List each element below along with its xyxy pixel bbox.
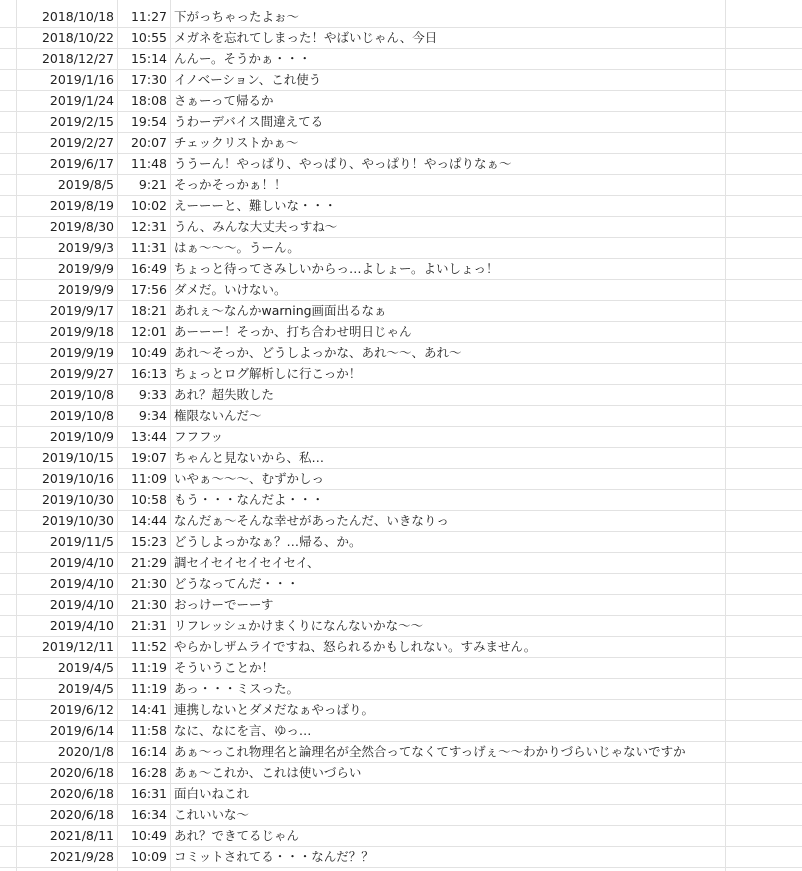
text-cell[interactable]: うん、みんな大丈夫っすね〜 — [174, 219, 338, 234]
date-cell[interactable]: 2020/6/18 — [49, 765, 114, 780]
text-cell[interactable]: これいいな〜 — [174, 807, 250, 822]
date-cell[interactable]: 2019/10/30 — [41, 513, 114, 528]
text-cell[interactable]: フフフッ — [174, 429, 224, 444]
text-cell[interactable]: 連携しないとダメだなぁやっぱり。 — [174, 702, 375, 717]
table-row — [0, 805, 802, 826]
text-cell[interactable]: 調セイセイセイセイセイ、 — [174, 555, 320, 570]
text-cell[interactable]: いやぁ〜〜〜、むずかしっ — [174, 471, 325, 486]
time-cell[interactable]: 21:31 — [130, 618, 167, 633]
date-cell[interactable]: 2019/1/24 — [49, 93, 114, 108]
text-cell[interactable]: んんー。そうかぁ・・・ — [174, 51, 312, 66]
date-cell[interactable]: 2019/9/9 — [57, 261, 114, 276]
date-cell[interactable]: 2020/6/18 — [49, 786, 114, 801]
text-cell[interactable]: なに、なにを言、ゆっ… — [174, 723, 312, 738]
text-cell[interactable]: そういうことか！ — [174, 660, 275, 675]
text-cell[interactable]: ちょっと待ってさみしいからっ…よしょー。よいしょっ！ — [174, 261, 499, 276]
table-row — [0, 343, 802, 364]
date-cell[interactable]: 2019/4/10 — [49, 555, 114, 570]
time-cell[interactable]: 15:14 — [130, 51, 167, 66]
text-cell[interactable]: ちょっとログ解析しに行こっか！ — [174, 366, 362, 381]
text-cell[interactable]: あれ？できてるじゃん — [174, 828, 300, 843]
table-row — [0, 91, 802, 112]
table-row — [0, 196, 802, 217]
time-cell[interactable]: 16:13 — [130, 366, 167, 381]
table-row — [0, 322, 802, 343]
date-cell[interactable]: 2019/12/11 — [41, 639, 114, 654]
date-cell[interactable]: 2019/9/9 — [57, 282, 114, 297]
table-row — [0, 301, 802, 322]
time-cell[interactable]: 17:56 — [130, 282, 167, 297]
time-cell[interactable]: 11:48 — [130, 156, 167, 171]
text-cell[interactable]: ううーん！やっぱり、やっぱり、やっぱり！やっぱりなぁ〜 — [174, 156, 512, 171]
time-cell[interactable]: 12:01 — [130, 324, 167, 339]
text-cell[interactable]: どうなってんだ・・・ — [174, 576, 300, 591]
time-cell[interactable]: 16:14 — [130, 744, 167, 759]
text-cell[interactable]: うわーデバイス間違えてる — [174, 114, 324, 129]
date-cell[interactable]: 2019/2/15 — [49, 114, 114, 129]
date-cell[interactable]: 2019/8/30 — [49, 219, 114, 234]
time-cell[interactable]: 17:30 — [130, 72, 167, 87]
time-cell[interactable]: 13:44 — [130, 429, 167, 444]
time-cell[interactable]: 11:58 — [130, 723, 167, 738]
table-row — [0, 280, 802, 301]
text-cell[interactable]: どうしよっかなぁ？…帰る、か。 — [174, 534, 362, 549]
date-cell[interactable]: 2018/10/18 — [41, 9, 114, 24]
text-cell[interactable]: あーーー！そっか、打ち合わせ明日じゃん — [174, 324, 412, 339]
text-cell[interactable]: あぁ〜これか、これは使いづらい — [174, 765, 362, 780]
table-row — [0, 553, 802, 574]
table-row — [0, 427, 802, 448]
table-row — [0, 154, 802, 175]
time-cell[interactable]: 9:33 — [138, 387, 167, 402]
date-cell[interactable]: 2019/9/27 — [49, 366, 114, 381]
date-cell[interactable]: 2019/4/10 — [49, 576, 114, 591]
table-row — [0, 490, 802, 511]
date-cell[interactable]: 2019/9/18 — [49, 324, 114, 339]
text-cell[interactable]: あっ・・・ミスった。 — [174, 681, 300, 696]
table-row — [0, 49, 802, 70]
table-row — [0, 637, 802, 658]
time-cell[interactable]: 12:31 — [130, 219, 167, 234]
table-row — [0, 532, 802, 553]
date-cell[interactable]: 2019/8/5 — [57, 177, 114, 192]
table-row — [0, 217, 802, 238]
date-cell[interactable]: 2019/2/27 — [49, 135, 114, 150]
time-cell[interactable]: 14:41 — [130, 702, 167, 717]
table-row — [0, 721, 802, 742]
table-row — [0, 406, 802, 427]
table-row — [0, 112, 802, 133]
time-cell[interactable]: 18:08 — [130, 93, 167, 108]
text-cell[interactable]: 下がっちゃったよぉ〜 — [174, 9, 300, 24]
time-cell[interactable]: 16:49 — [130, 261, 167, 276]
date-cell[interactable]: 2021/9/28 — [49, 849, 114, 864]
date-cell[interactable]: 2018/10/22 — [41, 30, 114, 45]
date-cell[interactable]: 2020/1/8 — [57, 744, 114, 759]
text-cell[interactable]: はぁ〜〜〜。うーん。 — [174, 240, 300, 255]
table-row — [0, 679, 802, 700]
date-cell[interactable]: 2019/4/10 — [49, 618, 114, 633]
time-cell[interactable]: 16:34 — [130, 807, 167, 822]
date-cell[interactable]: 2019/6/17 — [49, 156, 114, 171]
date-cell[interactable]: 2019/6/12 — [49, 702, 114, 717]
text-cell[interactable]: 権限ないんだ〜 — [174, 408, 262, 423]
date-cell[interactable]: 2019/11/5 — [49, 534, 114, 549]
text-cell[interactable]: えーーーと、難しいな・・・ — [174, 198, 337, 213]
time-cell[interactable]: 19:54 — [130, 114, 167, 129]
text-cell[interactable]: さぁーって帰るか — [174, 93, 274, 108]
table-row — [0, 175, 802, 196]
time-cell[interactable]: 10:58 — [130, 492, 167, 507]
date-cell[interactable]: 2019/4/5 — [57, 660, 114, 675]
time-cell[interactable]: 11:27 — [130, 9, 167, 24]
text-cell[interactable]: もう・・・なんだよ・・・ — [174, 492, 325, 507]
table-row — [0, 364, 802, 385]
text-cell[interactable]: 面白いねこれ — [174, 786, 250, 801]
date-cell[interactable]: 2019/10/8 — [49, 387, 114, 402]
time-cell[interactable]: 11:19 — [130, 681, 167, 696]
date-cell[interactable]: 2019/4/5 — [57, 681, 114, 696]
time-cell[interactable]: 21:30 — [130, 576, 167, 591]
table-row — [0, 7, 802, 28]
text-cell[interactable]: メガネを忘れてしまった！やばいじゃん、今日 — [174, 30, 438, 45]
text-cell[interactable]: あれ〜そっか、どうしよっかな、あれ〜〜、あれ〜 — [174, 345, 462, 360]
text-cell[interactable]: イノベーション、これ使う — [174, 72, 322, 87]
time-cell[interactable]: 10:55 — [130, 30, 167, 45]
table-row — [0, 784, 802, 805]
time-cell[interactable]: 11:31 — [130, 240, 167, 255]
table-row — [0, 763, 802, 784]
table-row — [0, 133, 802, 154]
time-cell[interactable]: 20:07 — [130, 135, 167, 150]
table-row — [0, 847, 802, 868]
time-cell[interactable]: 10:09 — [130, 849, 167, 864]
time-cell[interactable]: 10:49 — [130, 345, 167, 360]
date-cell[interactable]: 2019/10/15 — [41, 450, 114, 465]
time-cell[interactable]: 21:29 — [130, 555, 167, 570]
table-row — [0, 385, 802, 406]
time-cell[interactable]: 11:09 — [130, 471, 167, 486]
date-cell[interactable]: 2019/1/16 — [49, 72, 114, 87]
table-row — [0, 742, 802, 763]
date-cell[interactable]: 2019/10/30 — [41, 492, 114, 507]
time-cell[interactable]: 11:52 — [130, 639, 167, 654]
time-cell[interactable]: 10:02 — [130, 198, 167, 213]
table-row — [0, 28, 802, 49]
table-row — [0, 616, 802, 637]
table-row — [0, 658, 802, 679]
time-cell[interactable]: 9:34 — [138, 408, 167, 423]
time-cell[interactable]: 21:30 — [130, 597, 167, 612]
date-cell[interactable]: 2018/12/27 — [41, 51, 114, 66]
date-cell[interactable]: 2019/4/10 — [49, 597, 114, 612]
time-cell[interactable]: 18:21 — [130, 303, 167, 318]
table-row — [0, 826, 802, 847]
time-cell[interactable]: 14:44 — [130, 513, 167, 528]
table-row — [0, 469, 802, 490]
date-cell[interactable]: 2019/10/8 — [49, 408, 114, 423]
text-cell[interactable]: ちゃんと見ないから、私… — [174, 450, 325, 465]
table-row — [0, 700, 802, 721]
date-cell[interactable]: 2019/9/17 — [49, 303, 114, 318]
time-cell[interactable]: 11:19 — [130, 660, 167, 675]
time-cell[interactable]: 16:31 — [130, 786, 167, 801]
text-cell[interactable]: チェックリストかぁ〜 — [174, 135, 299, 150]
text-cell[interactable]: あぁ〜っこれ物理名と論理名が全然合ってなくてすっげぇ〜〜わかりづらいじゃないですか — [174, 744, 686, 759]
date-cell[interactable]: 2020/6/18 — [49, 807, 114, 822]
time-cell[interactable]: 9:21 — [138, 177, 167, 192]
table-row — [0, 448, 802, 469]
date-cell[interactable]: 2021/8/11 — [49, 828, 114, 843]
table-row — [0, 574, 802, 595]
time-cell[interactable]: 16:28 — [130, 765, 167, 780]
time-cell[interactable]: 19:07 — [130, 450, 167, 465]
text-cell[interactable]: なんだぁ〜そんな幸せがあったんだ、いきなりっ — [174, 513, 449, 528]
text-cell[interactable]: リフレッシュかけまくりになんないかな〜〜 — [174, 618, 424, 633]
table-row — [0, 259, 802, 280]
text-cell[interactable]: ダメだ。いけない。 — [174, 282, 287, 297]
date-cell[interactable]: 2019/9/19 — [49, 345, 114, 360]
text-cell[interactable]: やらかしザムライですね、怒られるかもしれない。すみません。 — [174, 639, 537, 654]
table-row — [0, 595, 802, 616]
text-cell[interactable]: コミットされてる・・・なんだ？？ — [174, 849, 374, 864]
date-cell[interactable]: 2019/8/19 — [49, 198, 114, 213]
time-cell[interactable]: 10:49 — [130, 828, 167, 843]
text-cell[interactable]: あれ？超失敗した — [174, 387, 275, 402]
date-cell[interactable]: 2019/6/14 — [49, 723, 114, 738]
table-row — [0, 238, 802, 259]
date-cell[interactable]: 2019/9/3 — [57, 240, 114, 255]
text-cell[interactable]: そっかそっかぁ！！ — [174, 177, 287, 192]
text-cell[interactable]: あれぇ〜なんかwarning画面出るなぁ — [174, 303, 387, 318]
table-row — [0, 70, 802, 91]
text-cell[interactable]: おっけーでーーす — [174, 597, 274, 612]
date-cell[interactable]: 2019/10/16 — [41, 471, 114, 486]
date-cell[interactable]: 2019/10/9 — [49, 429, 114, 444]
time-cell[interactable]: 15:23 — [130, 534, 167, 549]
table-row — [0, 511, 802, 532]
